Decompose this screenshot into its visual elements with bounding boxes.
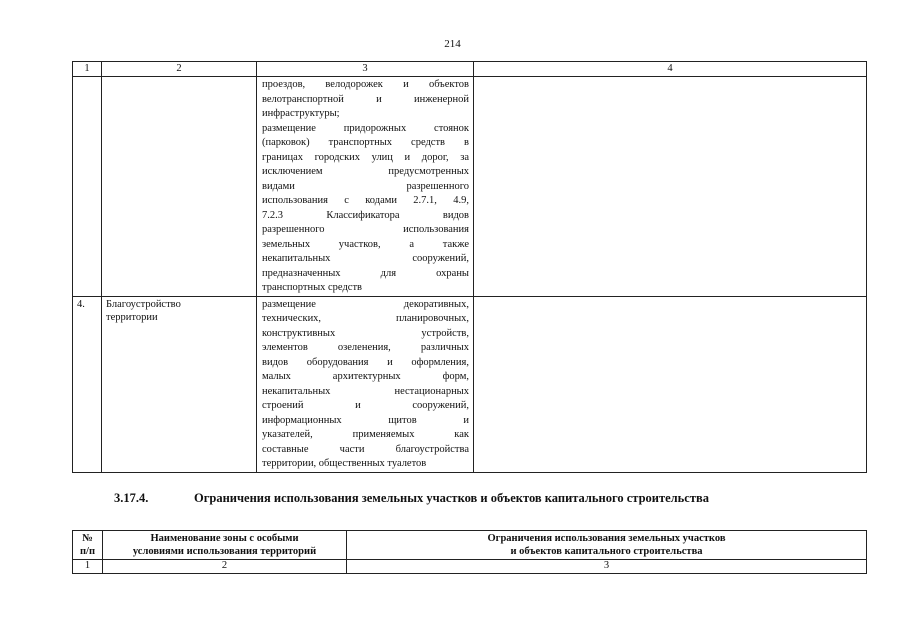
description-lines — [262, 78, 469, 296]
restrictions-header-row — [73, 531, 867, 560]
row4-description — [257, 296, 474, 472]
description-line: проездов, велодорожек и объектов — [262, 79, 469, 90]
description-line: технических, планировочных, — [262, 313, 469, 324]
description-line: инфраструктуры; — [262, 108, 340, 119]
row-cont-name — [102, 77, 257, 297]
header-restrictions-line-2: и объектов капитального строительства — [510, 546, 703, 557]
header-col-1: 1 — [73, 62, 102, 77]
section-heading — [114, 491, 874, 506]
description-line: некапитальных нестационарных — [262, 385, 469, 397]
description-line: границах городских улиц и дорог, за — [262, 151, 469, 163]
header-col-3: 3 — [257, 62, 474, 77]
header-col-4: 4 — [474, 62, 867, 77]
table-header-row — [73, 62, 867, 77]
description-lines — [262, 298, 469, 472]
description-line: размещение придорожных стоянок — [262, 122, 469, 134]
description-line: 7.2.3 Классификатора видов — [262, 209, 469, 221]
description-line: информационных щитов и — [262, 414, 469, 426]
header-number — [73, 531, 103, 560]
page-number: 214 — [444, 38, 461, 50]
description-line: земельных участков, а также — [262, 238, 469, 250]
description-line: исключением предусмотренных — [262, 166, 469, 177]
description-line: указателей, применяемых как — [262, 429, 469, 440]
table-row-4 — [73, 296, 867, 472]
number-col-3: 3 — [347, 560, 867, 574]
land-use-table — [72, 61, 867, 473]
description-line: видами разрешенного — [262, 180, 469, 192]
description-line: использования с кодами 2.7.1, 4.9, — [262, 195, 469, 206]
description-line: элементов озеленения, различных — [262, 342, 469, 353]
restrictions-table — [72, 530, 867, 574]
description-line: составные части благоустройства — [262, 443, 469, 455]
description-line: территории, общественных туалетов — [262, 458, 427, 469]
section-number: 3.17.4. — [114, 491, 149, 505]
header-col-2: 2 — [102, 62, 257, 77]
header-restrictions — [347, 531, 867, 560]
description-line: разрешенного использования — [262, 224, 469, 235]
table-row-continued — [73, 77, 867, 297]
description-line: велотранспортной и инженерной — [262, 93, 469, 105]
row4-num: 4. — [73, 296, 102, 472]
number-col-2: 2 — [103, 560, 347, 574]
number-col-1: 1 — [73, 560, 103, 574]
header-restrictions-line-1: Ограничения использования земельных участков — [487, 533, 726, 544]
row4-name-line-2: территории — [106, 311, 158, 323]
description-line: некапитальных сооружений, — [262, 253, 469, 264]
section-title: Ограничения использования земельных участков и объектов капитального строительства — [194, 491, 709, 505]
row4-name — [102, 296, 257, 472]
description-line: строений и сооружений, — [262, 400, 469, 411]
header-number-line-1: № — [82, 533, 93, 544]
header-zone-name — [103, 531, 347, 560]
row4-name-line-1: Благоустройство — [106, 298, 181, 310]
restrictions-number-row — [73, 560, 867, 574]
description-line: малых архитектурных форм, — [262, 371, 469, 382]
row-cont-description — [257, 77, 474, 297]
description-line: конструктивных устройств, — [262, 327, 469, 339]
header-zone-line-2: условиями использования территорий — [132, 546, 317, 557]
header-number-line-2: п/п — [79, 546, 96, 557]
description-line: (парковок) транспортных средств в — [262, 137, 469, 148]
description-line: размещение декоративных, — [262, 298, 469, 310]
header-zone-line-1: Наименование зоны с особыми — [150, 533, 299, 544]
row-cont-num — [73, 77, 102, 297]
description-line: видов оборудования и оформления, — [262, 356, 469, 368]
row-cont-col4 — [474, 77, 867, 297]
description-line: предназначенных для охраны — [262, 267, 469, 279]
row4-col4 — [474, 296, 867, 472]
description-line: транспортных средств — [262, 282, 363, 293]
